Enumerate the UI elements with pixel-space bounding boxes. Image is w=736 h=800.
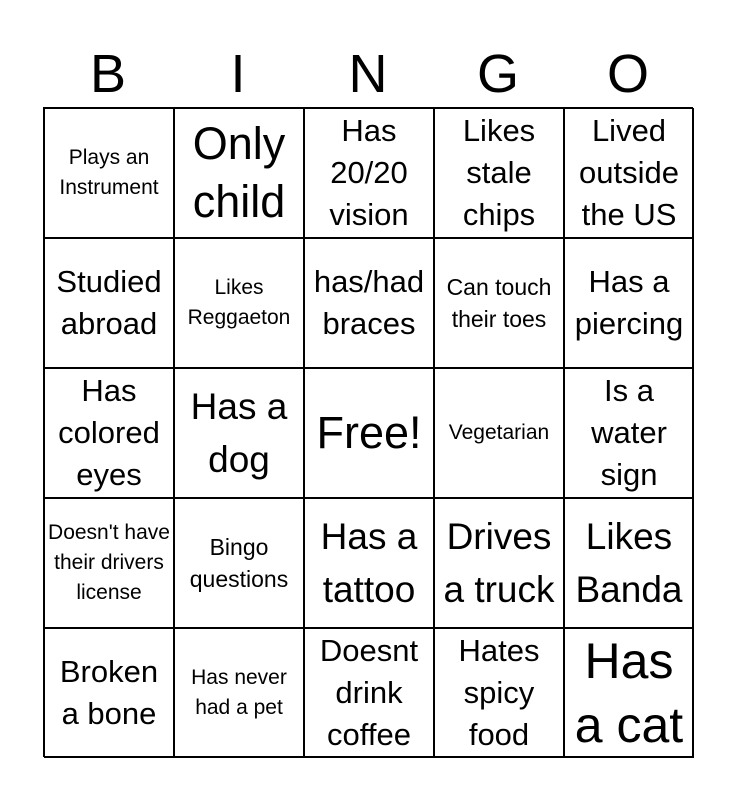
bingo-cell[interactable] — [174, 628, 304, 758]
cell-text: Bingo questions — [189, 534, 289, 592]
cell-text: has/had braces — [313, 264, 425, 341]
bingo-cell[interactable] — [304, 238, 434, 368]
bingo-cell[interactable] — [434, 238, 564, 368]
header-letter-n: N — [348, 44, 388, 104]
cell-text: Likes stale chips — [462, 113, 536, 232]
bingo-cell[interactable] — [44, 498, 174, 628]
cell-text: Drives a truck — [443, 516, 555, 610]
bingo-cell[interactable] — [564, 108, 694, 238]
cell-text: Is a water sign — [591, 373, 667, 492]
cell-text: Likes Reggaeton — [187, 276, 291, 329]
free-space-cell[interactable] — [304, 368, 434, 498]
bingo-cell[interactable] — [434, 498, 564, 628]
bingo-cell[interactable] — [44, 368, 174, 498]
bingo-cell[interactable] — [434, 368, 564, 498]
cell-text: Has never had a pet — [191, 666, 287, 719]
cell-text: Has a tattoo — [320, 516, 418, 610]
cell-text: Has a piercing — [574, 264, 684, 341]
cell-text: Has a dog — [190, 386, 288, 480]
free-space-text: Free! — [316, 407, 422, 458]
cell-text: Likes Banda — [575, 516, 683, 610]
bingo-cell[interactable] — [44, 108, 174, 238]
bingo-cell[interactable] — [44, 628, 174, 758]
bingo-cell[interactable] — [564, 628, 694, 758]
cell-text: Doesn't have their drivers license — [48, 521, 170, 604]
cell-text: Has 20/20 vision — [329, 113, 409, 232]
bingo-cell[interactable] — [304, 108, 434, 238]
cell-text: Has a cat — [574, 633, 684, 753]
header-letter-g: G — [476, 44, 519, 104]
bingo-cell[interactable] — [434, 108, 564, 238]
cell-text: Studied abroad — [56, 264, 162, 341]
bingo-cell[interactable] — [434, 628, 564, 758]
bingo-header — [43, 40, 693, 108]
cell-text: Vegetarian — [448, 421, 550, 444]
cell-text: Can touch their toes — [446, 274, 552, 332]
header-letter-i: I — [230, 44, 246, 104]
bingo-cell[interactable] — [174, 108, 304, 238]
cell-text: Only child — [192, 118, 286, 227]
bingo-cell[interactable] — [304, 498, 434, 628]
bingo-cell[interactable] — [174, 238, 304, 368]
bingo-cell[interactable] — [304, 628, 434, 758]
cell-text: Plays an Instrument — [59, 146, 159, 199]
bingo-cell[interactable] — [564, 238, 694, 368]
bingo-cell[interactable] — [564, 368, 694, 498]
cell-text: Lived outside the US — [579, 113, 679, 232]
bingo-cell[interactable] — [564, 498, 694, 628]
cell-text: Broken a bone — [59, 654, 159, 731]
cell-text: Hates spicy food — [458, 633, 540, 752]
header-letter-b: B — [89, 44, 127, 104]
bingo-cell[interactable] — [174, 368, 304, 498]
cell-text: Doesnt drink coffee — [319, 633, 419, 752]
bingo-cell[interactable] — [44, 238, 174, 368]
cell-text: Has colored eyes — [58, 373, 160, 492]
bingo-cell[interactable] — [174, 498, 304, 628]
bingo-grid — [43, 107, 693, 757]
header-letter-o: O — [606, 44, 649, 104]
